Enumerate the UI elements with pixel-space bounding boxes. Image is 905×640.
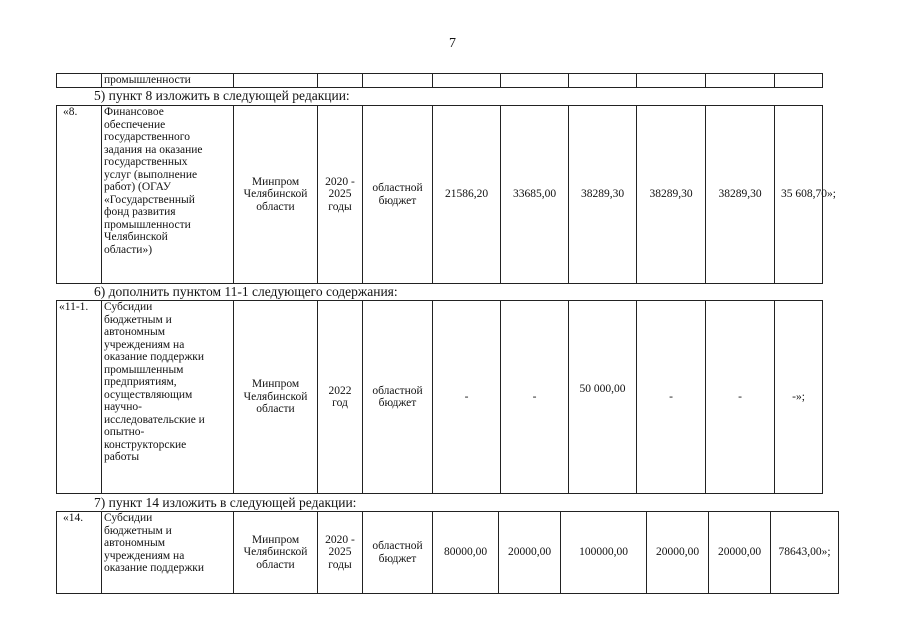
row-number-cell: «11-1.	[57, 301, 102, 494]
row-number-cell	[57, 74, 102, 88]
source-cell: областной бюджет	[363, 512, 433, 594]
value-cell	[637, 74, 706, 88]
executor-cell: Минпром Челябинской области	[234, 512, 318, 594]
value-cell	[501, 74, 569, 88]
value-cell	[433, 74, 501, 88]
value-cell: -	[433, 301, 501, 494]
section-heading-6: 6) дополнить пунктом 11-1 следующего содержания:	[94, 284, 398, 299]
value-cell: 21586,20	[433, 106, 501, 284]
table-row	[57, 74, 823, 88]
value-cell: 100000,00	[561, 512, 647, 594]
value-cell: 80000,00	[433, 512, 499, 594]
source-cell: областной бюджет	[363, 106, 433, 284]
row-name-cell: Субсидии бюджетным и автономным учреждениям на оказание поддержки	[102, 512, 234, 594]
value-cell	[775, 74, 823, 88]
value-cell: 33685,00	[501, 106, 569, 284]
source-cell: областной бюджет	[363, 301, 433, 494]
row-number-cell: «8.	[57, 106, 102, 284]
page-number: 7	[449, 36, 456, 51]
period-cell: 2022 год	[318, 301, 363, 494]
value-cell: 38289,30	[569, 106, 637, 284]
value-cell-last: 35 608,70»;	[775, 106, 823, 284]
executor-cell: Минпром Челябинской области	[234, 301, 318, 494]
row-name-cell: Финансовое обеспечение государственного задания на оказание государственных услуг (выполнение работ) (ОГАУ «Государственный фонд развития промышленности Челябинской области»)	[102, 106, 234, 284]
value-cell: -	[706, 301, 775, 494]
period-cell: 2020 - 2025 годы	[318, 106, 363, 284]
source-cell	[363, 74, 433, 88]
value-cell: 20000,00	[709, 512, 771, 594]
executor-cell: Минпром Челябинской области	[234, 106, 318, 284]
value-cell: 38289,30	[706, 106, 775, 284]
table-item-8	[56, 105, 836, 284]
table-item-11-1	[56, 300, 823, 494]
value-cell-last: 78643,00»;	[771, 512, 839, 594]
table-row	[57, 106, 823, 284]
section-heading-7: 7) пункт 14 изложить в следующей редакции:	[94, 495, 357, 510]
executor-cell	[234, 74, 318, 88]
value-cell: 20000,00	[647, 512, 709, 594]
row-name-cell: промышленности	[102, 74, 234, 88]
value-cell: -	[637, 301, 706, 494]
value-cell: 20000,00	[499, 512, 561, 594]
table-item-14	[56, 511, 839, 594]
row-name-cell: Субсидии бюджетным и автономным учреждениям на оказание поддержки промышленным предприятиям, осуществляющим научно- исследовательские и опытно- конструкторские работы	[102, 301, 234, 494]
value-cell	[706, 74, 775, 88]
section-heading-5: 5) пункт 8 изложить в следующей редакции:	[94, 88, 350, 103]
row-number-cell: «14.	[57, 512, 102, 594]
table-row	[57, 512, 839, 594]
period-cell: 2020 - 2025 годы	[318, 512, 363, 594]
value-cell: 50 000,00	[569, 301, 637, 494]
table-row	[57, 301, 823, 494]
value-cell: 38289,30	[637, 106, 706, 284]
value-cell	[569, 74, 637, 88]
table-fragment-top	[56, 73, 823, 88]
value-cell-last: -»;	[775, 301, 823, 494]
value-cell: -	[501, 301, 569, 494]
period-cell	[318, 74, 363, 88]
